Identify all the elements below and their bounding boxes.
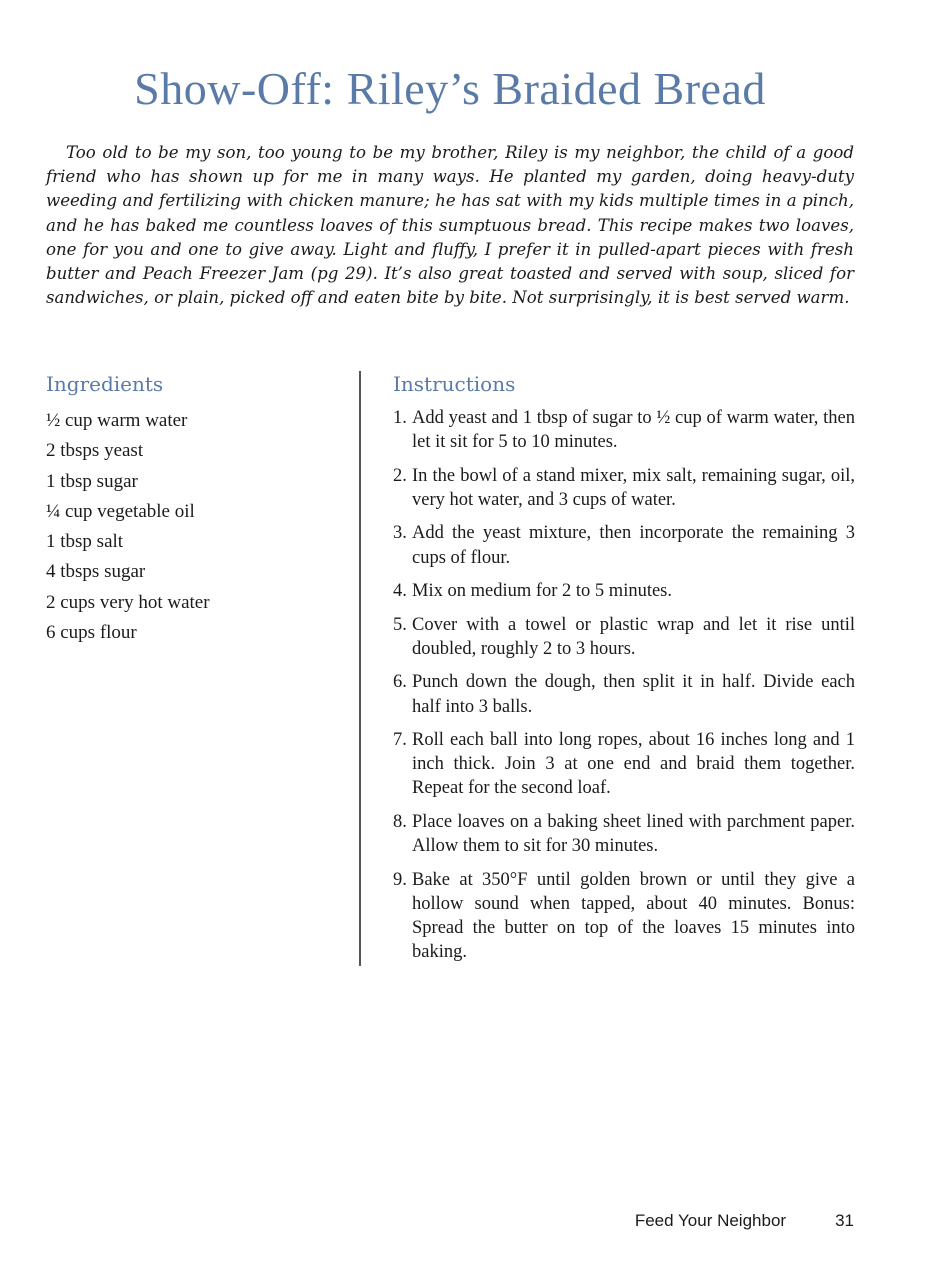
- step-number: 1.: [393, 408, 407, 428]
- step-number: 5.: [393, 614, 407, 635]
- instruction-step: [393, 810, 855, 858]
- ingredients-section: [46, 370, 336, 648]
- page-title: Show-Off: Riley’s Braided Bread: [134, 63, 766, 114]
- instructions-list: [393, 406, 855, 964]
- step-text: Bake at 350°F until golden brown or until they give a hollow sound when tapped, about 40 minutes. Bonus: Spread the butter on top of the loaves 15 minutes into baking.: [412, 869, 855, 963]
- instruction-step: [393, 728, 855, 801]
- instruction-step: [393, 521, 855, 569]
- step-number: 8.: [393, 811, 407, 832]
- step-number: 3.: [393, 523, 407, 544]
- instruction-step: [393, 579, 855, 603]
- intro-paragraph: Too old to be my son, too young to be my brother, Riley is my neighbor, the child of a good friend who has shown up for me in many ways. He planted my garden, doing heavy-duty weeding and fertilizing with chicken manure; he has sat with my kids multiple times in a pinch, and he has baked me countless loaves of this sumptuous bread. This recipe makes two loaves, one for you and one to give away. Light and fluffy, I prefer it in pulled-apart pieces with fresh butter and Peach Freezer Jam (pg 29). It’s also great toasted and served with soup, sliced for sandwiches, or plain, picked off and eaten bite by bite. Not surprisingly, it is best served warm.: [46, 143, 854, 308]
- instruction-step: [393, 464, 855, 512]
- ingredient-item: 1 tbsp salt: [46, 531, 124, 553]
- ingredient-item: 2 tbsps yeast: [46, 440, 144, 462]
- ingredient-item: 2 cups very hot water: [46, 591, 210, 613]
- step-number: 9.: [393, 869, 407, 890]
- page-number: 31: [835, 1211, 854, 1230]
- ingredient-item: 1 tbsp sugar: [46, 470, 138, 492]
- step-number: 2.: [393, 465, 407, 486]
- page-footer: [635, 1211, 854, 1231]
- step-text: Add yeast and 1 tbsp of sugar to ½ cup of warm water, then let it sit for 5 to 10 minutes.: [412, 408, 855, 453]
- instructions-heading: Instructions: [393, 372, 516, 396]
- instruction-step: [393, 670, 855, 718]
- instructions-section: [393, 370, 855, 974]
- step-text: In the bowl of a stand mixer, mix salt, remaining sugar, oil, very hot water, and 3 cups of water.: [412, 465, 855, 510]
- book-title: Feed Your Neighbor: [634, 1211, 787, 1230]
- instruction-step: [393, 406, 855, 454]
- step-text: Add the yeast mixture, then incorporate the remaining 3 cups of flour.: [412, 523, 855, 568]
- ingredient-item: 6 cups flour: [46, 622, 137, 644]
- step-text: Punch down the dough, then split it in half. Divide each half into 3 balls.: [412, 672, 855, 717]
- step-text: Roll each ball into long ropes, about 16 inches long and 1 inch thick. Join 3 at one end and braid them together. Repeat for the second loaf.: [412, 730, 855, 799]
- ingredient-item: ½ cup warm water: [46, 410, 188, 431]
- ingredients-heading: Ingredients: [46, 372, 164, 396]
- ingredient-item: 4 tbsps sugar: [46, 561, 146, 583]
- step-text: Cover with a towel or plastic wrap and let it rise until doubled, roughly 2 to 3 hours.: [412, 614, 855, 659]
- step-text: Mix on medium for 2 to 5 minutes.: [412, 581, 673, 602]
- step-number: 4.: [393, 581, 407, 602]
- column-divider: [359, 371, 361, 966]
- ingredients-list: [46, 406, 336, 648]
- ingredient-item: ¼ cup vegetable oil: [46, 500, 195, 522]
- step-number: 6.: [393, 672, 407, 693]
- step-text: Place loaves on a baking sheet lined with parchment paper. Allow them to sit for 30 minutes.: [412, 811, 855, 857]
- instruction-step: [393, 868, 855, 965]
- instruction-step: [393, 613, 855, 661]
- step-number: 7.: [393, 730, 407, 751]
